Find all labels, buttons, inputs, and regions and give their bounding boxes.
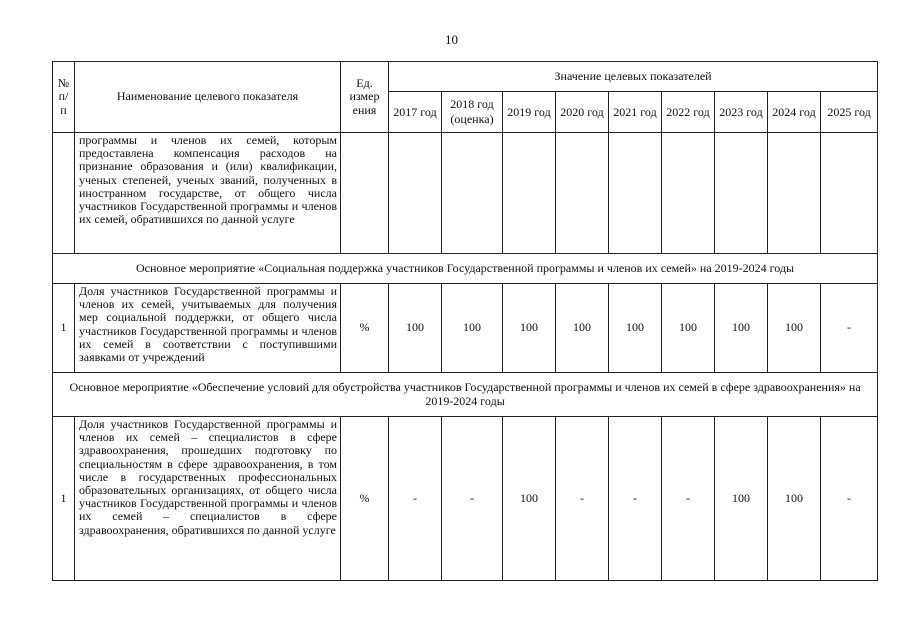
value-cell [768, 133, 821, 254]
header-year: 2025 год [821, 92, 878, 133]
value-cell: 100 [768, 417, 821, 581]
section-row [53, 254, 878, 284]
header-year: 2021 год [609, 92, 662, 133]
section-title: Основное мероприятие «Социальная поддержка участников Государственной программы и членов их семей» на 2019-2024 годы [53, 254, 878, 284]
header-year: 2019 год [503, 92, 556, 133]
value-cell: - [609, 417, 662, 581]
header-unit: Ед. измер ения [341, 62, 389, 133]
value-cell: 100 [503, 417, 556, 581]
unit-cell: % [341, 417, 389, 581]
header-year: 2017 год [389, 92, 442, 133]
value-cell: 100 [609, 284, 662, 373]
value-cell [389, 133, 442, 254]
header-year: 2018 год (оценка) [442, 92, 503, 133]
header-values-title: Значение целевых показателей [389, 62, 878, 92]
header-year: 2024 год [768, 92, 821, 133]
value-cell: - [821, 284, 878, 373]
value-cell [715, 133, 768, 254]
table-row [53, 133, 878, 254]
header-num: № п/п [53, 62, 75, 133]
table-row [53, 417, 878, 581]
row-num: 1 [53, 417, 75, 581]
header-year: 2022 год [662, 92, 715, 133]
value-cell [609, 133, 662, 254]
value-cell: 100 [503, 284, 556, 373]
section-row [53, 373, 878, 417]
row-num: 1 [53, 284, 75, 373]
value-cell: - [389, 417, 442, 581]
page-number: 10 [445, 32, 458, 47]
header-year: 2020 год [556, 92, 609, 133]
unit-cell [341, 133, 389, 254]
indicator-name: Доля участников Государственной программы и членов их семей, учитываемых для получения мер социальной поддержки, от общего числа участников Государственной программы и членов их семей в соответствии с поступившими заявками от учреждений [75, 284, 341, 373]
value-cell: 100 [768, 284, 821, 373]
unit-cell: % [341, 284, 389, 373]
value-cell: - [442, 417, 503, 581]
value-cell: - [556, 417, 609, 581]
header-year: 2023 год [715, 92, 768, 133]
target-indicators-table [52, 61, 878, 581]
header-indicator-name: Наименование целевого показателя [75, 62, 341, 133]
value-cell: 100 [715, 417, 768, 581]
indicator-name: Доля участников Государственной программы и членов их семей – специалистов в сфере здравоохранения, прошедших подготовку по специальностям в сфере здравоохранения, в том числе в государственных профессиональных образовательных организациях, от общего числа участников Государственной программы и членов их семей – специалистов в сфере здравоохранения, обратившихся по данной услуге [75, 417, 341, 581]
value-cell: 100 [556, 284, 609, 373]
value-cell [556, 133, 609, 254]
value-cell [821, 133, 878, 254]
value-cell [442, 133, 503, 254]
value-cell [503, 133, 556, 254]
indicator-name: программы и членов их семей, которым предоставлена компенсация расходов на признание образования и (или) квалификации, ученых степеней, ученых званий, полученных в иностранном государстве, от общего числа участников Государственной программы и членов их семей, обратившихся по данной услуге [75, 133, 341, 254]
value-cell [662, 133, 715, 254]
value-cell: 100 [389, 284, 442, 373]
value-cell: 100 [662, 284, 715, 373]
value-cell: 100 [442, 284, 503, 373]
value-cell: - [662, 417, 715, 581]
row-num [53, 133, 75, 254]
section-title: Основное мероприятие «Обеспечение условий для обустройства участников Государственной программы и членов их семей в сфере здравоохранения» на 2019-2024 годы [53, 373, 878, 417]
table-row [53, 284, 878, 373]
value-cell: - [821, 417, 878, 581]
value-cell: 100 [715, 284, 768, 373]
